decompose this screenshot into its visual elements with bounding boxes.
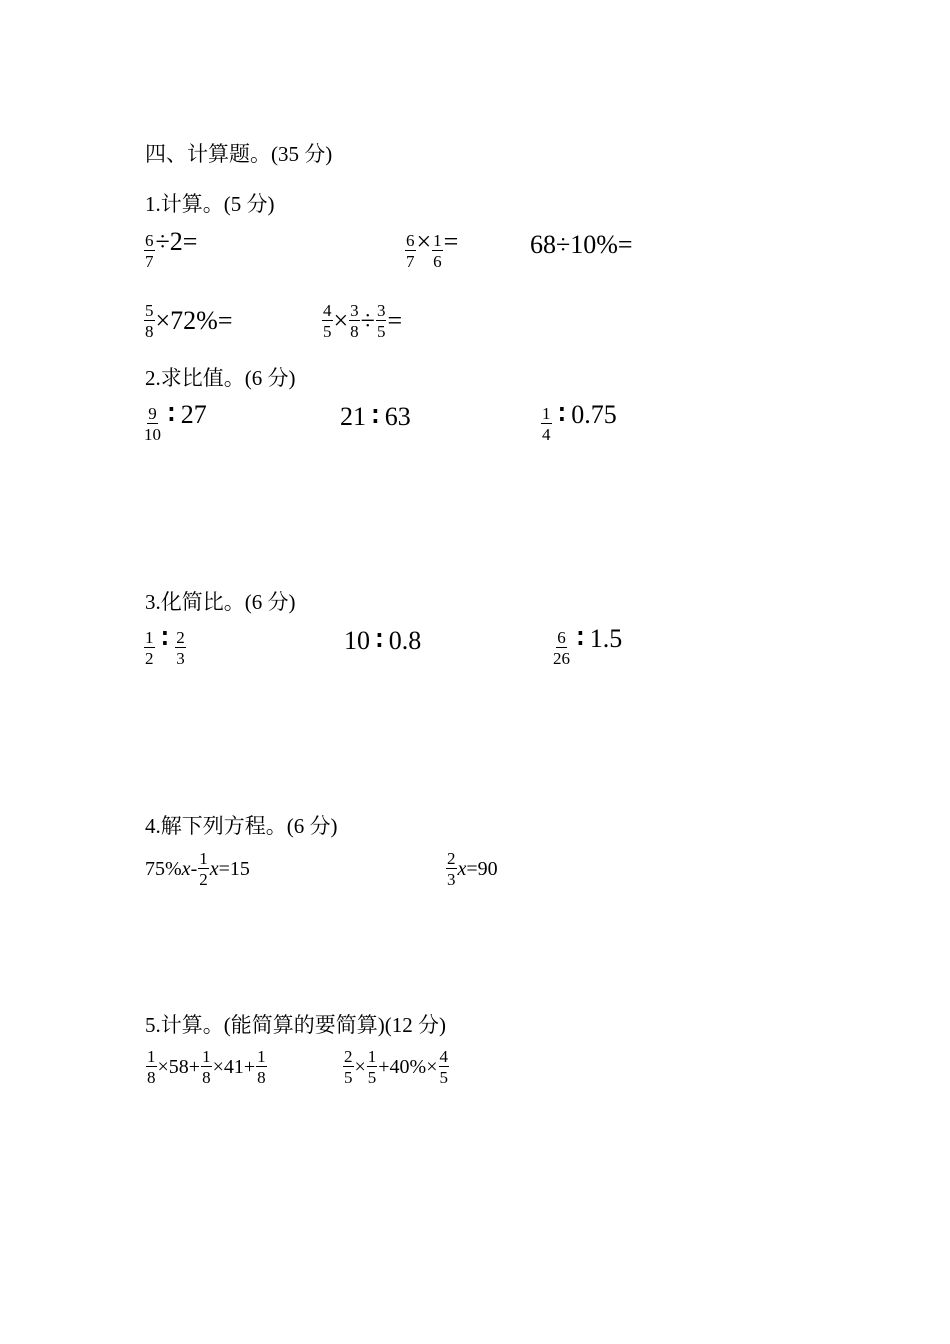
q4-equation-1: 75% x - $\frac{1}{2}$ x =15 — [145, 849, 250, 889]
fraction: $\frac{1}{8}$ — [257, 1047, 266, 1087]
fraction: $\frac{6}{7}$ — [145, 231, 154, 271]
fraction: $\frac{1}{2}$ — [145, 628, 154, 668]
question-3-title: 3.化简比。(6 分) — [145, 590, 296, 614]
fraction: $\frac{1}{4}$ — [542, 404, 551, 444]
fraction: $\frac{1}{6}$ — [433, 231, 442, 271]
fraction: $\frac{1}{8}$ — [147, 1047, 156, 1087]
question-5-title: 5.计算。(能简算的要简算)(12 分) — [145, 1013, 446, 1037]
q2-expression-2: 21 ∶ 63 — [340, 402, 411, 431]
fraction: $\frac{3}{5}$ — [376, 301, 386, 341]
q3-expression-3: $\frac{6}{26}$ ∶ 1.5 — [553, 624, 623, 668]
fraction: $\frac{6}{26}$ — [553, 628, 570, 668]
q3-expression-1: $\frac{1}{2}$ ∶ $\frac{2}{3}$ — [145, 624, 185, 668]
q1-expression-2: $\frac{6}{7}$ × $\frac{1}{6}$ = — [406, 227, 459, 271]
fraction: $\frac{2}{5}$ — [344, 1047, 353, 1087]
fraction: $\frac{5}{8}$ — [145, 301, 154, 341]
section-title: 四、计算题。(35 分) — [145, 142, 333, 166]
q3-expression-2: 10 ∶ 0.8 — [344, 626, 422, 655]
q1-expression-3: 68÷10%= — [530, 230, 633, 259]
fraction: $\frac{3}{8}$ — [350, 301, 359, 341]
q2-expression-1: $\frac{9}{10}$ ∶ 27 — [144, 400, 207, 444]
q1-expression-5: $\frac{4}{5}$ × $\frac{3}{8}$ ÷ $\frac{3}{5}$ = — [323, 301, 403, 341]
fraction: $\frac{2}{3}$ — [447, 849, 456, 889]
q5-expression-2: $\frac{2}{5}$ × $\frac{1}{5}$ +40%× $\frac{4}{5}$ — [344, 1047, 448, 1087]
question-2-title: 2.求比值。(6 分) — [145, 366, 296, 390]
question-4-title: 4.解下列方程。(6 分) — [145, 814, 338, 838]
fraction: $\frac{4}{5}$ — [439, 1047, 448, 1087]
q4-equation-2: $\frac{2}{3}$ x =90 — [447, 849, 498, 889]
fraction: $\frac{4}{5}$ — [323, 301, 332, 341]
q2-expression-3: $\frac{1}{4}$ ∶ 0.75 — [542, 400, 617, 444]
fraction: $\frac{1}{2}$ — [199, 849, 208, 889]
fraction: $\frac{9}{10}$ — [144, 404, 161, 444]
fraction: $\frac{1}{8}$ — [202, 1047, 211, 1087]
fraction: $\frac{2}{3}$ — [176, 628, 185, 668]
q1-expression-1: $\frac{6}{7}$ ÷2= — [145, 227, 198, 271]
fraction: $\frac{1}{5}$ — [367, 1047, 377, 1087]
fraction: $\frac{6}{7}$ — [406, 231, 415, 271]
q1-expression-4: $\frac{5}{8}$ ×72%= — [145, 301, 233, 341]
question-1-title: 1.计算。(5 分) — [145, 192, 275, 216]
q5-expression-1: $\frac{1}{8}$ ×58+ $\frac{1}{8}$ ×41+ $\frac{1}{8}$ — [147, 1047, 266, 1087]
